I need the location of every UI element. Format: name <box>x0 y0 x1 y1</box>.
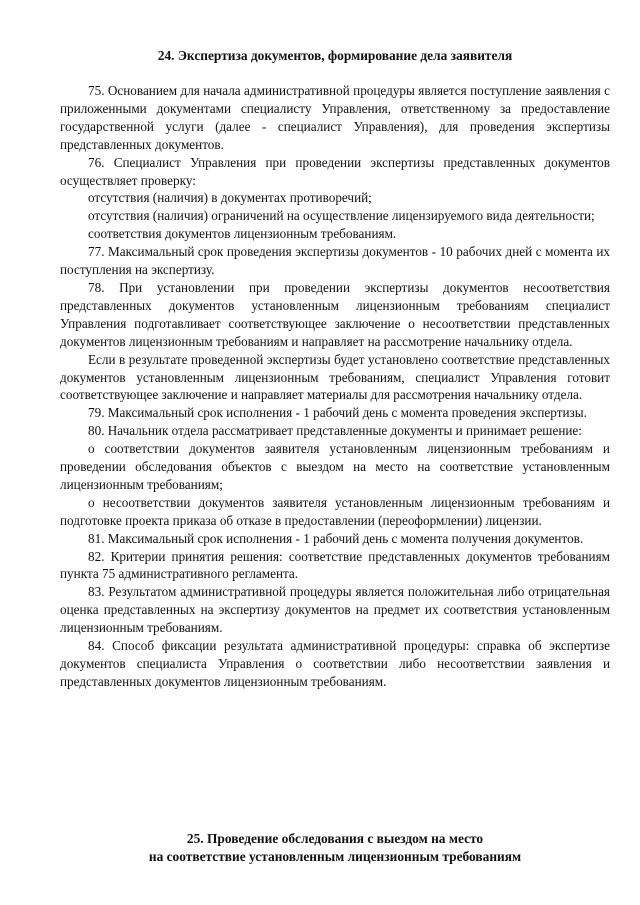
paragraph-84: 84. Способ фиксации результата административной процедуры: справка об экспертизе документов специалиста Управления о соответствии либо несоответствии заявления и представленных документов лицензионным требованиям. <box>60 638 610 689</box>
paragraph-76: 76. Специалист Управления при проведении экспертизы представленных документов осуществляет проверку: <box>60 154 610 188</box>
paragraph-78: 78. При установлении при проведении экспертизы документов несоответствия представленных документов установленным лицензионным требованиям специалист Управления подготавливает соответствующее заключение о несоответствии представленных документов лицензионным требованиям и направляет на рассмотрение начальнику отдела. <box>60 279 610 349</box>
paragraph-80-item-1: о соответствии документов заявителя установленным лицензионным требованиям и проведении обследования объектов с выездом на место на соответствие установленным лицензионным требованиям; <box>60 441 610 492</box>
paragraph-75: 75. Основанием для начала административной процедуры является поступление заявления с приложенными документами специалисту Управления, ответственному за предоставление государственной услуги (далее - специалист Управления), для проведения экспертизы представленных документов. <box>60 83 610 152</box>
section-25-heading <box>60 830 610 866</box>
section-24-body <box>60 82 610 691</box>
paragraph-81: 81. Максимальный срок исполнения - 1 рабочий день с момента получения документов. <box>88 530 584 546</box>
paragraph-76-item-3: соответствия документов лицензионным требованиям. <box>88 226 397 242</box>
paragraph-80: 80. Начальник отдела рассматривает представленные документы и принимает решение: <box>88 423 582 439</box>
paragraph-80-item-2: о несоответствии документов заявителя установленным лицензионным требованиям и подготовке проекта приказа об отказе в предоставлении (переоформлении) лицензии. <box>60 494 610 528</box>
paragraph-76-item-1: отсутствия (наличия) в документах противоречий; <box>88 190 372 206</box>
section-25-heading-line-2: на соответствие установленным лицензионным требованиям <box>148 849 522 864</box>
section-24-heading: 24. Экспертиза документов, формирование дела заявителя <box>157 48 513 63</box>
section-25-heading-line-1: 25. Проведение обследования с выездом на место <box>186 831 484 846</box>
paragraph-82: 82. Критерии принятия решения: соответствие представленных документов требованиям пункта 75 административного регламента. <box>60 548 610 582</box>
paragraph-78-continued: Если в результате проведенной экспертизы будет установлено соответствие представленных документов установленным лицензионным требованиям, специалист Управления готовит соответствующее заключение и направляет материалы для рассмотрения начальнику отдела. <box>60 351 610 403</box>
paragraph-76-item-2: отсутствия (наличия) ограничений на осуществление лицензируемого вида деятельности; <box>88 208 595 224</box>
paragraph-79: 79. Максимальный срок исполнения - 1 рабочий день с момента проведения экспертизы. <box>88 405 587 421</box>
paragraph-77: 77. Максимальный срок проведения экспертизы документов - 10 рабочих дней с момента их поступления на экспертизу. <box>60 244 610 278</box>
paragraph-83: 83. Результатом административной процедуры является положительная либо отрицательная оценка представленных на экспертизу документов на предмет их соответствия установленным лицензионным требованиям. <box>60 584 610 636</box>
